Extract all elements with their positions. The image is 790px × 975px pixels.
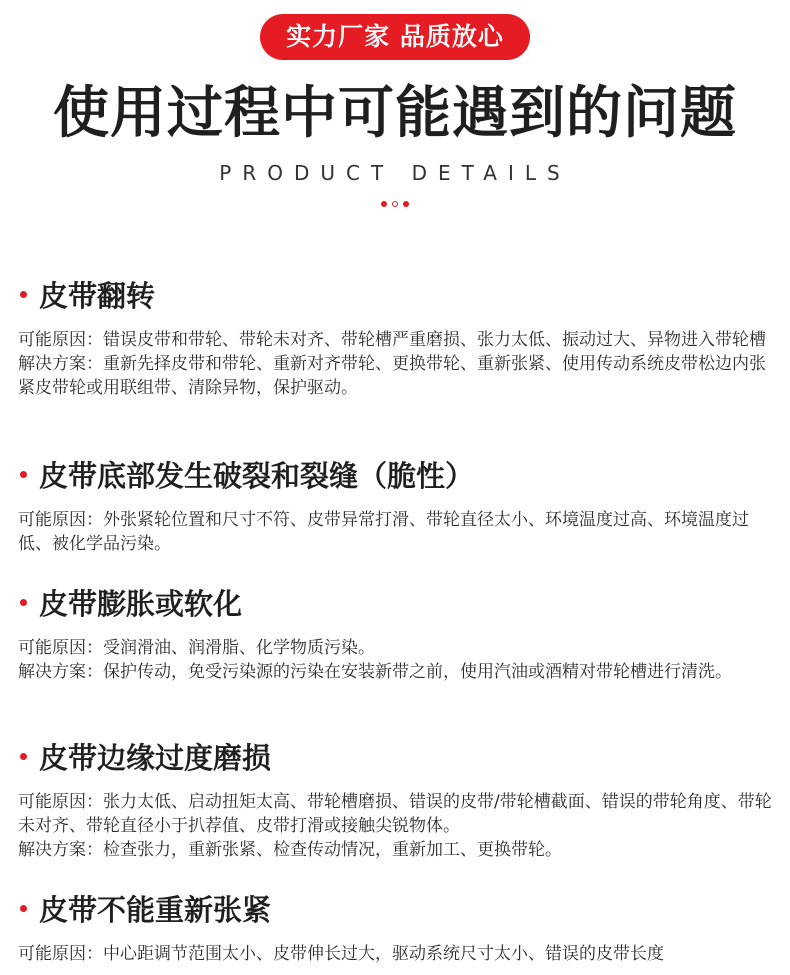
section-title <box>18 734 778 778</box>
quality-badge: 实力厂家 品质放心 <box>260 14 530 60</box>
bullet-icon <box>20 471 27 478</box>
page-title: 使用过程中可能遇到的问题 <box>53 81 737 146</box>
badge-container <box>0 14 790 60</box>
bullet-icon <box>20 599 27 606</box>
section-title-text: 皮带翻转 <box>39 278 156 313</box>
dot-icon <box>403 201 409 207</box>
possible-cause: 可能原因：受润滑油、润滑脂、化学物质污染。 <box>18 638 375 658</box>
possible-cause: 可能原因：外张紧轮位置和尺寸不符、皮带异常打滑、带轮直径太小、环境温度过高、环境温度过低、被化学品污染。 <box>18 510 749 554</box>
bullet-icon <box>20 291 27 298</box>
possible-cause: 可能原因：张力太低、启动扭矩太高、带轮槽磨损、错误的皮带/带轮槽截面、错误的带轮角度、带轮未对齐、带轮直径小于扒荐值、皮带打滑或接触尖锐物体。 <box>18 792 772 836</box>
section-belt-flip <box>18 272 778 400</box>
ring-dot-icon <box>392 201 398 207</box>
dot-icon <box>381 201 387 207</box>
page-subtitle: PRODUCT DETAILS <box>219 161 571 185</box>
section-title <box>18 272 778 316</box>
section-title-text: 皮带边缘过度磨损 <box>39 740 272 775</box>
possible-cause: 可能原因：中心距调节范围太小、皮带伸长过大，驱动系统尺寸太小、错误的皮带长度 <box>18 944 664 964</box>
bullet-icon <box>20 905 27 912</box>
section-edge-wear <box>18 734 778 862</box>
section-belt-cracking <box>18 452 778 556</box>
solution: 解决方案：保护传动，免受污染源的污染在安装新带之前，使用汽油或酒精对带轮槽进行清洗。 <box>18 662 732 682</box>
bullet-icon <box>20 753 27 760</box>
solution: 解决方案：检查张力，重新张紧、检查传动情况，重新加工、更换带轮。 <box>18 840 562 860</box>
possible-cause: 可能原因：错误皮带和带轮、带轮未对齐、带轮槽严重磨损、张力太低、振动过大、异物进入带轮槽 <box>18 330 766 350</box>
decorative-dots <box>0 201 790 207</box>
section-belt-swelling <box>18 580 778 684</box>
solution: 解决方案：重新先择皮带和带轮、重新对齐带轮、更换带轮、重新张紧、使用传动系统皮带松边内张紧皮带轮或用联组带、清除异物，保护驱动。 <box>18 354 766 398</box>
section-title-text: 皮带膨胀或软化 <box>39 586 243 621</box>
section-title <box>18 452 778 496</box>
section-title <box>18 580 778 624</box>
section-cannot-retension <box>18 886 778 966</box>
section-title-text: 皮带不能重新张紧 <box>39 892 272 927</box>
section-title <box>18 886 778 930</box>
section-title-text: 皮带底部发生破裂和裂缝（脆性） <box>39 458 475 493</box>
